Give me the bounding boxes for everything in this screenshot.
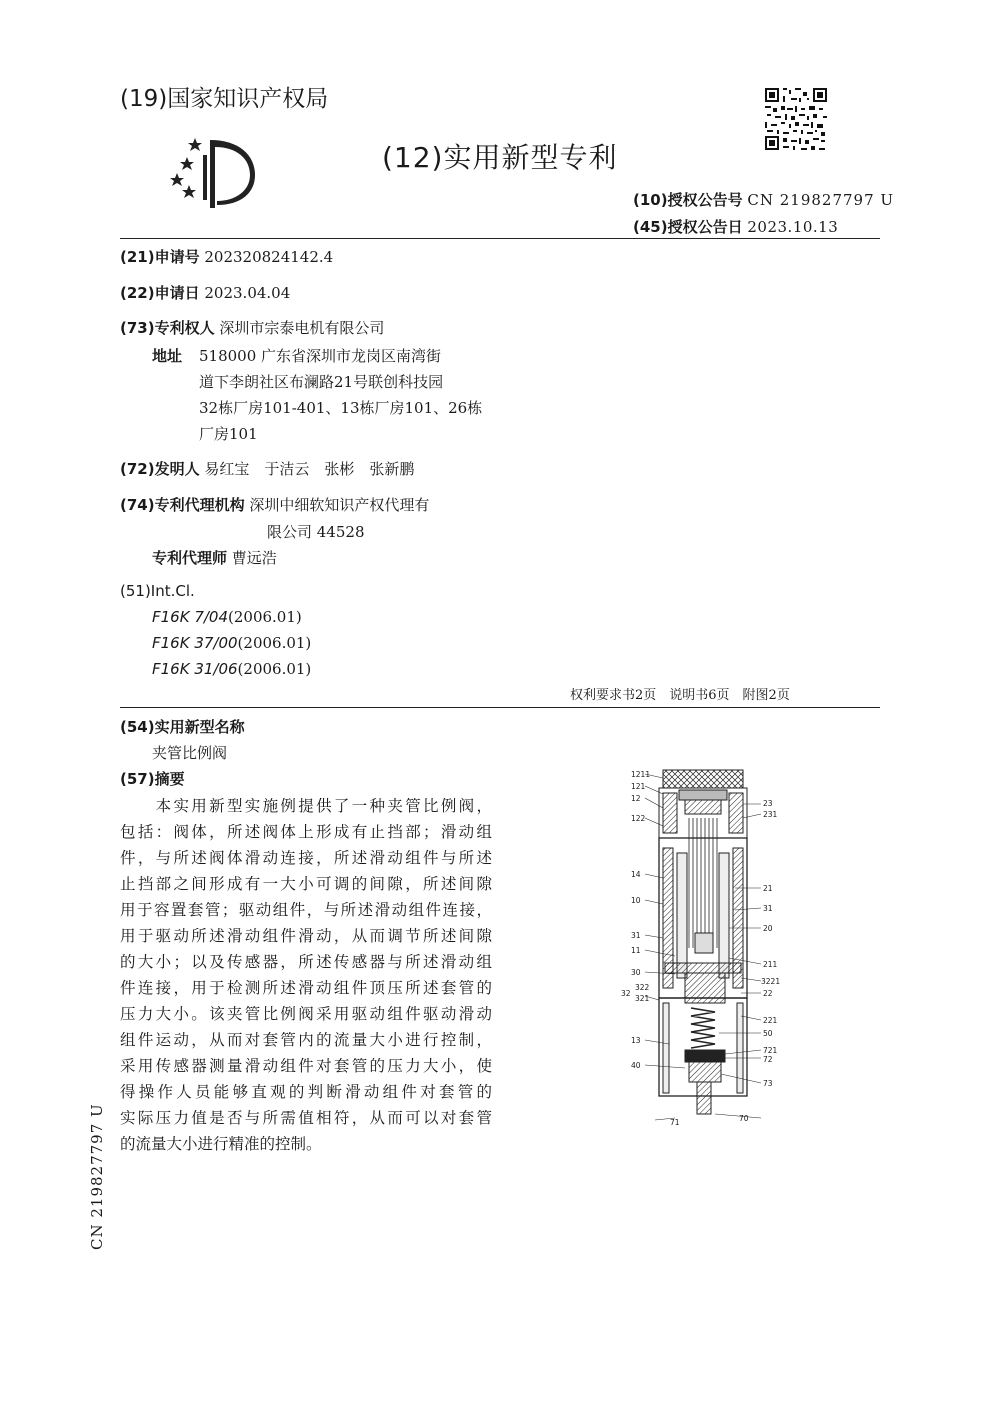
figure-label: 31 <box>631 931 641 940</box>
app-date-value: 2023.04.04 <box>204 284 291 302</box>
abstract-line: 得操作人员能够直观的判断滑动组件对套管的 <box>120 1083 492 1101</box>
figure-label: 72 <box>763 1055 773 1064</box>
figure-label: 20 <box>763 924 773 933</box>
figure-label: 11 <box>631 946 641 955</box>
figure-label: 71 <box>670 1118 680 1127</box>
ipc-version: (2006.01) <box>237 634 312 652</box>
abstract-line: 的大小；以及传感器，所述传感器与所述滑动组 <box>120 953 492 971</box>
address-label-text: 地址 <box>152 347 183 365</box>
figure-label: 73 <box>763 1079 773 1088</box>
figure-label: 12 <box>631 794 641 803</box>
abstract-line: 件，与所述阀体滑动连接，所述滑动组件与所述 <box>120 849 492 867</box>
figure-label: 31 <box>763 904 773 913</box>
abstract-label: (57)摘要 <box>120 770 185 788</box>
figure-label: 3221 <box>761 977 781 986</box>
app-no-value: 202320824142.4 <box>204 248 334 266</box>
utility-model-name-label: (54)实用新型名称 <box>120 718 245 736</box>
figure-label: 321 <box>635 994 650 1003</box>
pub-date-label: (45)授权公告日 <box>633 218 743 236</box>
holder-value: 深圳市宗泰电机有限公司 <box>219 319 385 337</box>
abstract-line: 止挡部之间形成有一大小可调的间隙，所述间隙 <box>120 875 492 893</box>
cnipa-logo-icon <box>165 135 260 210</box>
patent-holder <box>120 317 384 338</box>
ipc-class <box>152 634 311 652</box>
figure-label: 40 <box>631 1061 641 1070</box>
cnipa-logo <box>165 135 260 210</box>
intcl-label: (51)Int.Cl. <box>120 582 195 600</box>
application-number <box>120 246 333 267</box>
authority-title: (19)国家知识产权局 <box>120 86 329 112</box>
agent-label: 专利代理师 <box>152 549 228 567</box>
agency-label: (74)专利代理机构 <box>120 496 245 514</box>
app-no-label: (21)申请号 <box>120 248 200 266</box>
figure-label: 14 <box>631 870 641 879</box>
figure-label: 721 <box>763 1046 778 1055</box>
figure-label: 23 <box>763 799 773 808</box>
valve-drawing <box>615 768 795 1133</box>
app-date-label: (22)申请日 <box>120 284 200 302</box>
utility-model-name: 夹管比例阀 <box>152 744 228 762</box>
ipc-code: F16K 37/00 <box>152 634 238 652</box>
abstract-line: 包括：阀体，所述阀体上形成有止挡部；滑动组 <box>120 823 492 841</box>
address-label <box>152 345 182 366</box>
figure-label: 1211 <box>631 770 651 779</box>
figure-label: 10 <box>631 896 641 905</box>
figure-label: 211 <box>763 960 778 969</box>
figure-label: 21 <box>763 884 773 893</box>
qr-code-icon <box>763 86 829 152</box>
address-line: 道下李朗社区布澜路21号联创科技园 <box>199 373 444 391</box>
inventor-label: (72)发明人 <box>120 460 200 478</box>
holder-label: (73)专利权人 <box>120 319 215 337</box>
inventors <box>120 458 414 479</box>
ipc-code: F16K 31/06 <box>152 660 238 678</box>
ipc-class <box>152 660 311 678</box>
abstract-line: 用于驱动所述滑动组件滑动，从而调节所述间隙 <box>120 927 492 945</box>
abstract-line: 压力大小。该夹管比例阀采用驱动组件驱动滑动 <box>120 1005 492 1023</box>
patent-agent <box>152 547 277 568</box>
figure-label: 231 <box>763 810 778 819</box>
pages-info: 权利要求书2页 说明书6页 附图2页 <box>570 688 790 703</box>
agency-line2: 限公司 44528 <box>267 523 365 541</box>
ipc-class <box>152 608 302 626</box>
figure-label: 221 <box>763 1016 778 1025</box>
address-line: 厂房101 <box>199 425 258 443</box>
figure-label: 50 <box>763 1029 773 1038</box>
ipc-code: F16K 7/04 <box>152 608 229 626</box>
figure-label: 122 <box>631 814 646 823</box>
abstract-line: 本实用新型实施例提供了一种夹管比例阀， <box>120 797 492 815</box>
abstract-line: 采用传感器测量滑动组件对套管的压力大小，使 <box>120 1057 492 1075</box>
inventor-value: 易红宝 于洁云 张彬 张新鹏 <box>204 460 415 478</box>
figure-label: 70 <box>739 1114 749 1123</box>
ipc-version: (2006.01) <box>228 608 302 626</box>
patent-agency <box>120 494 429 515</box>
abstract-line: 组件运动，从而对套管内的流量大小进行控制， <box>120 1031 492 1049</box>
pub-number <box>633 189 894 210</box>
figure-label: 22 <box>763 989 773 998</box>
patent-type-title: (12)实用新型专利 <box>382 141 618 174</box>
abstract-line: 实际压力值是否与所需值相符，从而可以对套管 <box>120 1109 492 1127</box>
agency-value-line1: 深圳中细软知识产权代理有 <box>249 496 430 514</box>
side-pub-number: CN 219827797 U <box>88 1103 106 1250</box>
address-line: 32栋厂房101-401、13栋厂房101、26栋 <box>199 399 483 417</box>
ipc-version: (2006.01) <box>237 660 312 678</box>
figure-label: 322 <box>635 983 650 992</box>
figure-label: 13 <box>631 1036 641 1045</box>
header-divider <box>120 238 880 239</box>
abstract-line: 用于容置套管；驱动组件，与所述滑动组件连接， <box>120 901 492 919</box>
address-line: 518000 广东省深圳市龙岗区南湾街 <box>199 347 442 365</box>
pub-number-value: CN 219827797 U <box>747 191 895 209</box>
abstract-line: 件连接，用于检测所述滑动组件顶压所述套管的 <box>120 979 492 997</box>
pub-number-label: (10)授权公告号 <box>633 191 743 209</box>
biblio-divider <box>120 707 880 708</box>
figure-label: 121 <box>631 782 646 791</box>
application-date <box>120 282 290 303</box>
abstract-line: 的流量大小进行精准的控制。 <box>120 1135 322 1153</box>
figure-label: 30 <box>631 968 641 977</box>
agent-value: 曹远浩 <box>231 549 277 567</box>
figure-label: 32 <box>621 989 631 998</box>
pub-date <box>633 216 838 237</box>
qr-code <box>763 86 829 152</box>
pub-date-value: 2023.10.13 <box>747 218 839 236</box>
